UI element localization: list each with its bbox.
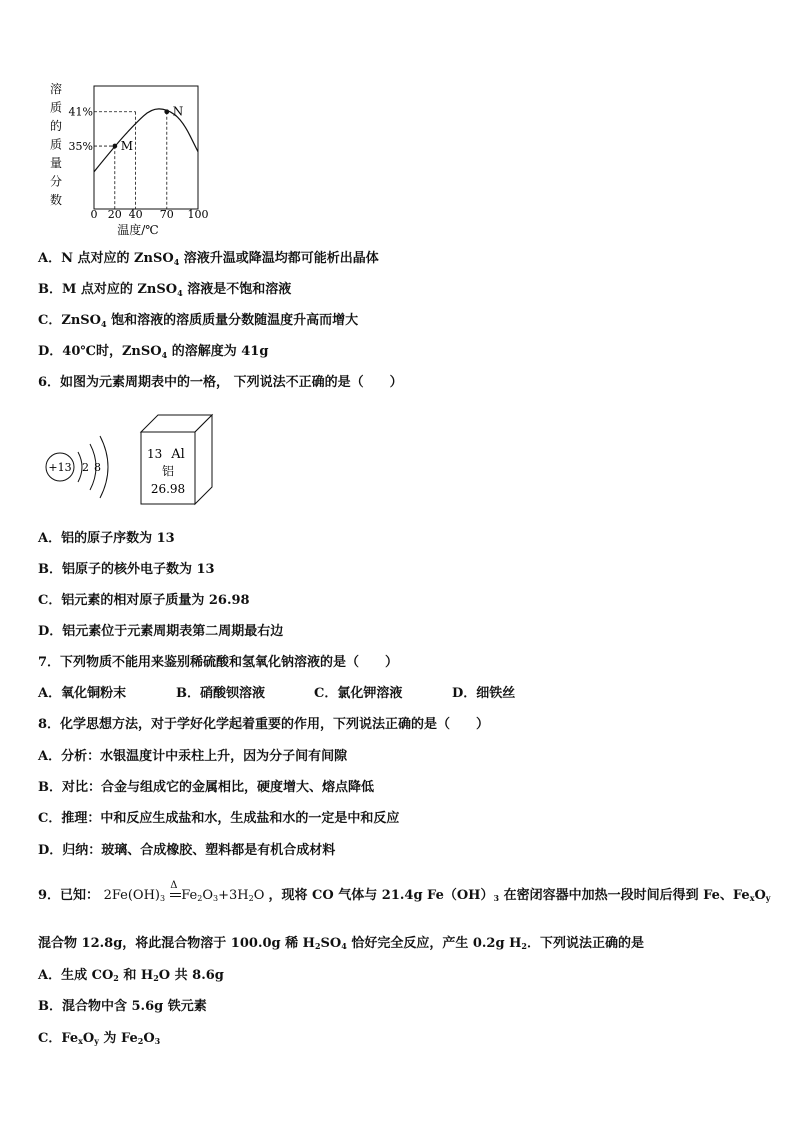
q5-option-b[interactable] [38, 282, 291, 298]
x-tick-label: 0 [90, 208, 98, 221]
eq-arrow [169, 880, 181, 904]
eq-right2-sub: 2 [248, 894, 254, 903]
q9-stem1-y: y [765, 893, 771, 903]
q5-option-b-sub: 4 [177, 288, 183, 298]
eq-delta: Δ [170, 880, 178, 891]
q9-stem2-b: SO [320, 936, 342, 951]
q5-option-a-tail: 溶液升温或降温均都可能析出晶体 [179, 251, 379, 266]
q5-option-d[interactable] [38, 344, 268, 360]
q8-stem: 8．化学思想方法，对于学好化学起着重要的作用，下列说法正确的是（ ） [38, 717, 490, 732]
q9-stem-line2 [38, 936, 644, 952]
eq-right1-sub1: 2 [197, 894, 203, 903]
q9-option-a-text: A．生成 CO [38, 968, 114, 983]
q9-option-c-x: x [78, 1036, 83, 1046]
q9-equation [103, 880, 269, 903]
q9-stem2-sub2: 4 [341, 941, 347, 951]
eq-right1-mid: O [202, 888, 214, 903]
q9-option-c-O2: O [143, 1031, 155, 1046]
y-label-char: 分 [49, 174, 63, 189]
x-tick-label: 70 [159, 208, 174, 221]
q6-option-d[interactable]: D．铝元素位于元素周期表第二周期最右边 [38, 624, 284, 639]
y-label-char: 量 [49, 156, 63, 170]
q9-option-a-sub1: 2 [113, 973, 119, 983]
shell-arc-3 [100, 436, 108, 498]
y-label-char: 数 [49, 193, 63, 207]
q9-stem2-d: ．下列说法正确的是 [526, 936, 644, 951]
y-label-char: 质 [49, 100, 63, 115]
q9-option-b[interactable]: B．混合物中含 5.6g 铁元素 [38, 999, 207, 1014]
q5-option-b-tail: 溶液是不饱和溶液 [182, 282, 292, 297]
element-symbol: Al [171, 447, 185, 462]
q5-option-b-text: B．M 点对应的 ZnSO [38, 282, 178, 297]
q7-option-d[interactable]: D．细铁丝 [452, 686, 516, 701]
q5-option-a[interactable] [38, 251, 379, 267]
solubility-chart [40, 78, 270, 238]
q9-stem2-sub1: 2 [314, 941, 321, 951]
periodic-table-cell [138, 412, 218, 508]
y-axis-label [50, 81, 62, 207]
nucleus-charge: +13 [48, 461, 72, 474]
x-axis-label: 温度/℃ [117, 223, 159, 237]
shell-2-electrons: 8 [94, 461, 101, 474]
eq-left: 2Fe(OH) [103, 888, 160, 903]
q8-option-c[interactable]: C．推理：中和反应生成盐和水，生成盐和水的一定是中和反应 [38, 811, 400, 826]
q5-option-c-sub: 4 [101, 319, 107, 329]
q9-prefix: 9．已知： [38, 888, 100, 903]
atomic-number: 13 [147, 447, 163, 461]
q9-option-c-O: O [82, 1031, 95, 1046]
q6-stem: 6．如图为元素周期表中的一格， 下列说法不正确的是（ ） [38, 375, 403, 390]
q6-option-b[interactable]: B．铝原子的核外电子数为 13 [38, 562, 215, 577]
q9-option-c-mid: 为 Fe [98, 1031, 138, 1046]
eq-right1: Fe [181, 888, 198, 903]
q5-option-c[interactable] [38, 313, 358, 329]
q5-option-d-text: D．40℃时，ZnSO [38, 344, 162, 359]
q8-option-b[interactable]: B．对比：合金与组成它的金属相比，硬度增大、熔点降低 [38, 780, 374, 795]
y-label-char: 溶 [49, 82, 63, 96]
q9-option-a-tail: O 共 8.6g [158, 968, 224, 983]
q8-option-d[interactable]: D．归纳：玻璃、合成橡胶、塑料都是有机合成材料 [38, 843, 336, 858]
y-tick-label: 35% [68, 140, 93, 154]
aluminum-atom-diagram [40, 428, 120, 508]
q9-option-c-sub1: 2 [137, 1036, 144, 1046]
dashed-guides [94, 112, 167, 209]
point-N [164, 109, 169, 114]
y-label-char: 质 [49, 137, 63, 152]
q9-option-a[interactable] [38, 968, 224, 984]
element-name: 铝 [161, 464, 175, 478]
q6-option-c[interactable]: C．铝元素的相对原子质量为 26.98 [38, 593, 250, 608]
x-tick-label: 20 [107, 208, 122, 221]
q5-option-d-sub: 4 [161, 350, 168, 360]
q7-option-b[interactable]: B．硝酸钡溶液 [176, 686, 265, 701]
q9-option-a-mid: 和 H [118, 968, 154, 983]
q9-stem2-c: 恰好完全反应，产生 0.2g H [346, 936, 522, 951]
x-tick-labels [91, 208, 209, 221]
point-M [112, 144, 117, 149]
y-tick-labels [69, 106, 93, 153]
q7-option-a[interactable]: A．氧化铜粉末 [38, 686, 127, 701]
eq-left-sub: 3 [160, 894, 166, 903]
q9-stem-line1 [38, 880, 771, 904]
q9-option-c[interactable] [38, 1031, 160, 1047]
q5-option-a-sub: 4 [173, 257, 180, 267]
q9-option-c-y: y [94, 1036, 99, 1046]
q8-option-a[interactable]: A．分析：水银温度计中汞柱上升，因为分子间有间隙 [38, 749, 348, 764]
q5-option-c-text: C．ZnSO [38, 313, 102, 328]
q6-option-a[interactable]: A．铝的原子序数为 13 [38, 531, 175, 546]
q9-stem1-b: 在密闭容器中加热一段时间后得到 Fe、Fe [499, 888, 750, 903]
q5-option-c-tail: 饱和溶液的溶质质量分数随温度升高而增大 [106, 313, 359, 328]
shell-1-electrons: 2 [82, 461, 89, 474]
q7-option-c[interactable]: C．氯化钾溶液 [314, 686, 403, 701]
eq-right2-tail: O [253, 888, 265, 903]
x-tick-label: 100 [187, 208, 209, 221]
q9-stem1-O: O [754, 888, 766, 903]
point-label-N: N [172, 104, 184, 119]
y-label-char: 的 [49, 119, 63, 133]
y-tick-label: 41% [68, 105, 93, 119]
q5-option-d-tail: 的溶解度为 41g [167, 344, 269, 359]
q9-stem1-x: x [749, 893, 755, 903]
atomic-mass: 26.98 [150, 482, 186, 496]
q9-stem2-a: 混合物 12.8g，将此混合物溶于 100.0g 稀 H [38, 936, 315, 951]
q9-stem1-sub: 3 [493, 893, 500, 903]
q9-stem2-sub3: 2 [521, 941, 527, 951]
q9-option-c-sub2: 3 [154, 1036, 161, 1046]
q7-stem: 7．下列物质不能用来鉴别稀硫酸和氢氧化钠溶液的是（ ） [38, 655, 399, 670]
eq-right2: +3H [218, 888, 249, 903]
q9-stem1-a: ，现将 CO 气体与 21.4g Fe（OH） [268, 888, 494, 903]
x-tick-label: 40 [128, 208, 143, 221]
q5-option-a-text: A．N 点对应的 ZnSO [38, 251, 174, 266]
q9-option-a-sub2: 2 [153, 973, 159, 983]
q9-option-c-text: C．Fe [38, 1031, 79, 1046]
point-label-M: M [120, 139, 134, 154]
eq-right1-sub2: 3 [213, 894, 219, 903]
